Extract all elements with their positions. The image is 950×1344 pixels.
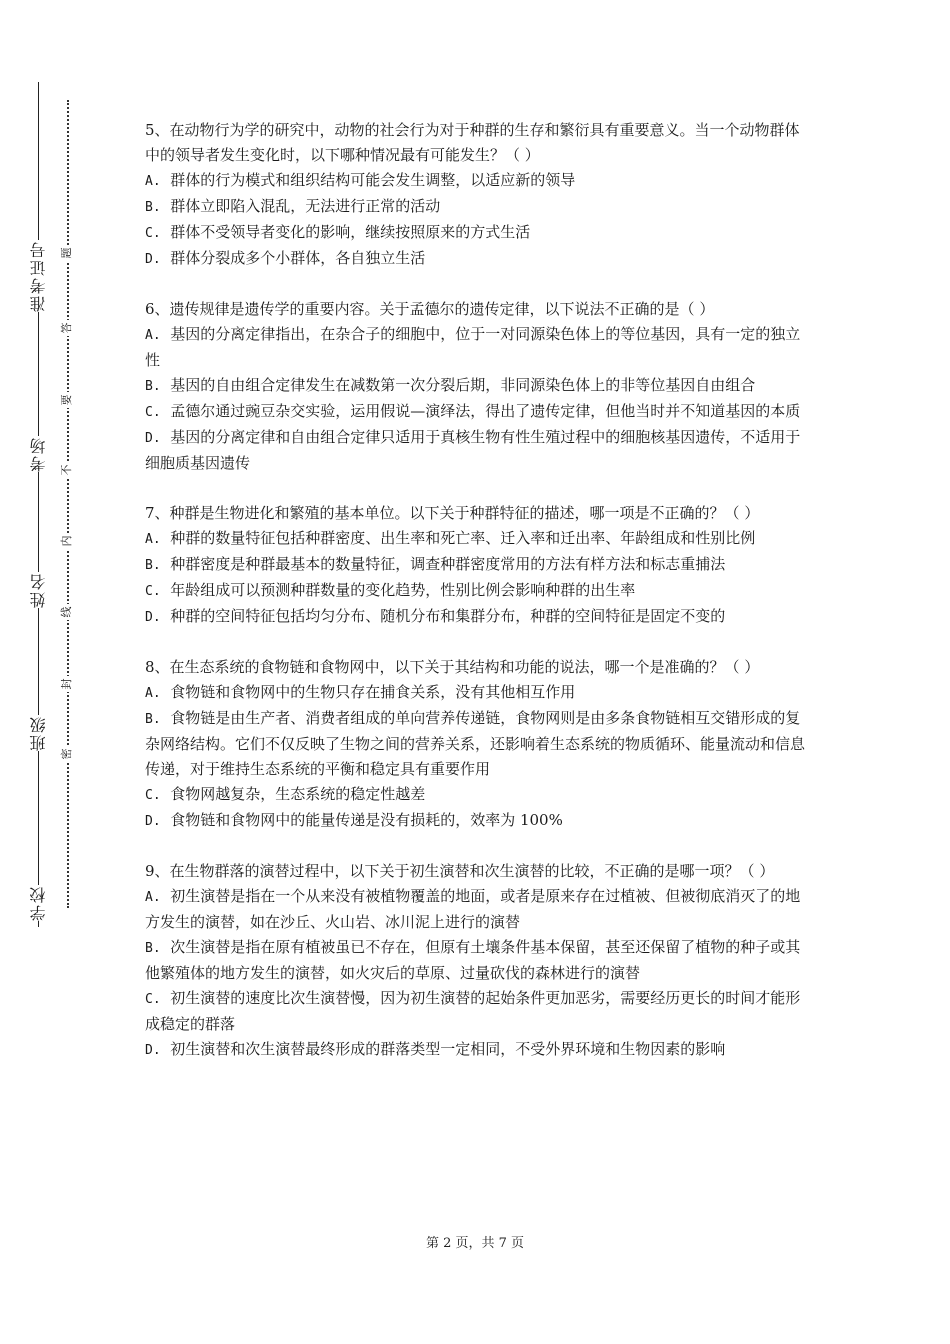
option-b: B. 种群密度是种群最基本的数量特征，调查种群密度常用的方法有样方法和标志重捕法 (145, 555, 726, 573)
option-b: B. 群体立即陷入混乱，无法进行正常的活动 (145, 197, 441, 215)
option-a: A. 食物链和食物网中的生物只存在捕食关系，没有其他相互作用 (145, 683, 576, 701)
question-list (145, 118, 813, 1088)
option-c: C. 食物网越复杂，生态系统的稳定性越差 (145, 785, 426, 803)
option-d: D. 初生演替和次生演替最终形成的群落类型一定相同，不受外界环境和生物因素的影响 (145, 1040, 726, 1058)
seal-char: 密 (59, 746, 75, 762)
option-d: D. 群体分裂成多个小群体，各自独立生活 (145, 249, 426, 267)
option-b: B. 食物链是由生产者、消费者组成的单向营养传递链，食物网则是由多条食物链相互交错形成的复杂网络结构。它们不仅反映了生物之间的营养关系，还影响着生态系统的物质循环、能量流动和信息传递，对于维持生态系统的平衡和稳定具有重要作用 (145, 709, 806, 778)
option-c: C. 群体不受领导者变化的影响，继续按照原来的方式生活 (145, 223, 531, 241)
name-label: 姓名 (22, 572, 56, 608)
option-a: A. 群体的行为模式和组织结构可能会发生调整，以适应新的领导 (145, 171, 576, 189)
option-d: D. 基因的分离定律和自由组合定律只适用于真核生物有性生殖过程中的细胞核基因遗传，不适用于细胞质基因遗传 (145, 428, 801, 472)
option-b: B. 基因的自由组合定律发生在减数第一次分裂后期，非同源染色体上的非等位基因自由组合 (145, 376, 756, 394)
seal-char: 线 (59, 604, 75, 620)
option-c: C. 初生演替的速度比次生演替慢，因为初生演替的起始条件更加恶劣，需要经历更长的时间才能形成稳定的群落 (145, 989, 801, 1033)
seal-char: 题 (59, 245, 75, 261)
question-stem: 5、在动物行为学的研究中，动物的社会行为对于种群的生存和繁衍具有重要意义。当一个动物群体中的领导者发生变化时，以下哪种情况最有可能发生？（ ） (145, 121, 800, 164)
seal-char: 内 (59, 533, 75, 549)
question-9 (145, 859, 813, 1063)
seal-char: 要 (59, 392, 75, 408)
option-a: A. 种群的数量特征包括种群密度、出生率和死亡率、迁入率和迁出率、年龄组成和性别比例 (145, 529, 756, 547)
binding-margin (0, 0, 110, 1344)
school-label: 学校 (22, 885, 56, 921)
question-stem: 9、在生物群落的演替过程中，以下关于初生演替和次生演替的比较，不正确的是哪一项？（ ） (145, 862, 775, 880)
option-d: D. 种群的空间特征包括均匀分布、随机分布和集群分布，种群的空间特征是固定不变的 (145, 607, 726, 625)
option-c: C. 孟德尔通过豌豆杂交实验，运用假说—演绎法，得出了遗传定律，但他当时并不知道基因的本质 (145, 402, 801, 420)
page-number-footer: 第 2 页，共 7 页 (425, 1236, 525, 1251)
question-5 (145, 118, 813, 272)
seal-char: 不 (59, 462, 75, 478)
class-label: 班级 (22, 715, 56, 751)
option-b: B. 次生演替是指在原有植被虽已不存在，但原有土壤条件基本保留，甚至还保留了植物的种子或其他繁殖体的地方发生的演替，如火灾后的草原、过量砍伐的森林进行的演替 (145, 938, 801, 982)
exam-room-label: 考场 (22, 436, 56, 472)
binding-solid-line (38, 82, 39, 927)
option-a: A. 基因的分离定律指出，在杂合子的细胞中，位于一对同源染色体上的等位基因，具有一定的独立性 (145, 325, 801, 369)
question-7 (145, 501, 813, 630)
seal-dotted-line (67, 100, 69, 908)
option-a: A. 初生演替是指在一个从来没有被植物覆盖的地面，或者是原来存在过植被、但被彻底消灭了的地方发生的演替，如在沙丘、火山岩、冰川泥上进行的演替 (145, 887, 801, 931)
question-8 (145, 655, 813, 834)
question-stem: 8、在生态系统的食物链和食物网中，以下关于其结构和功能的说法，哪一个是准确的？（ ） (145, 658, 760, 676)
question-6 (145, 297, 813, 476)
option-d: D. 食物链和食物网中的能量传递是没有损耗的，效率为 100% (145, 811, 563, 829)
seal-char: 答 (59, 320, 75, 336)
seal-char: 封 (59, 676, 75, 692)
question-stem: 7、种群是生物进化和繁殖的基本单位。以下关于种群特征的描述，哪一项是不正确的？（ ） (145, 504, 760, 522)
question-stem: 6、遗传规律是遗传学的重要内容。关于孟德尔的遗传定律，以下说法不正确的是（ ） (145, 300, 715, 318)
option-c: C. 年龄组成可以预测种群数量的变化趋势，性别比例会影响种群的出生率 (145, 581, 636, 599)
exam-number-label: 准考证号 (22, 240, 56, 312)
